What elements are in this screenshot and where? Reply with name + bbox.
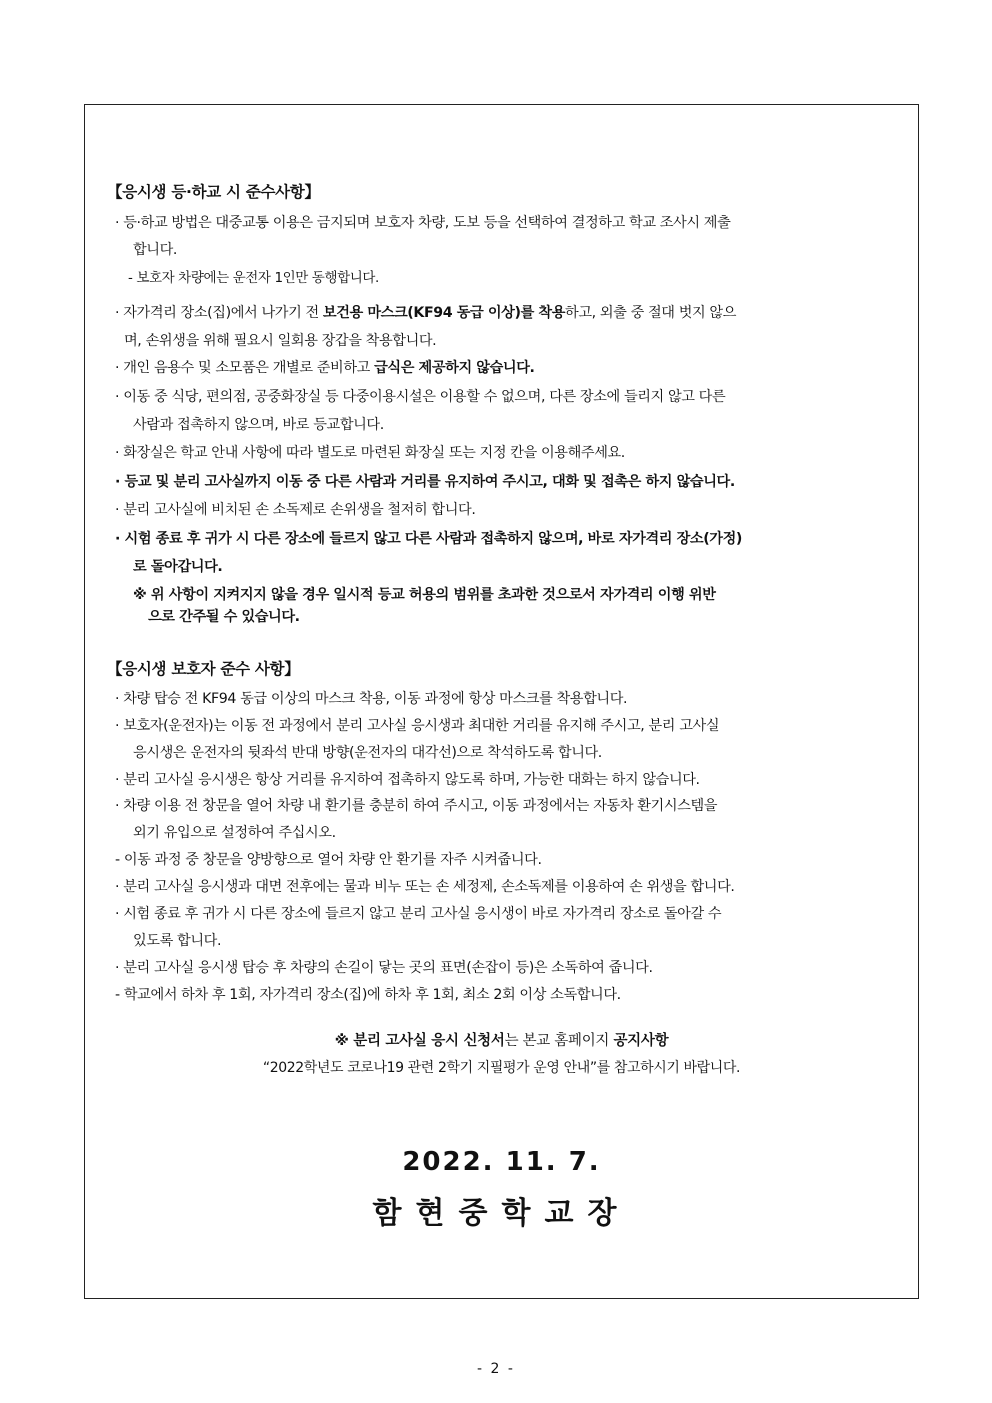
student-rule-line: · 이동 중 식당, 편의점, 공중화장실 등 다중이용시설은 이용할 수 없으며, 다른 장소에 들리지 않고 다른 xyxy=(115,389,726,405)
student-rule-line: · 등·하교 방법은 대중교통 이용은 금지되며 보호자 차량, 도보 등을 선택하여 결정하고 학교 조사시 제출 xyxy=(115,215,731,231)
guardian-rule-line: - 이동 과정 중 창문을 양방향으로 열어 차량 안 환기를 자주 시켜줍니다. xyxy=(115,852,542,868)
bold-text-segment: ※ 분리 고사실 응시 신청서 xyxy=(334,1033,505,1049)
student-rule-line: · 등교 및 분리 고사실까지 이동 중 다른 사람과 거리를 유지하여 주시고, 대화 및 접촉은 하지 않습니다. xyxy=(115,474,735,490)
bold-text-segment: 보건용 마스크(KF94 동급 이상)를 착용 xyxy=(322,305,566,321)
guardian-rule-line: 외기 유입으로 설정하여 주십시오. xyxy=(133,825,336,841)
student-rule-line: - 보호자 차량에는 운전자 1인만 동행합니다. xyxy=(128,270,379,286)
guardian-rule-line: · 시험 종료 후 귀가 시 다른 장소에 들르지 않고 분리 고사실 응시생이 바로 자가격리 장소로 돌아갈 수 xyxy=(115,906,722,922)
principal-signature: 함현중학교장 xyxy=(372,1196,631,1231)
guardian-rule-line: · 분리 고사실 응시생은 항상 거리를 유지하여 접촉하지 않도록 하며, 가능한 대화는 하지 않습니다. xyxy=(115,772,700,788)
student-rule-line: 사람과 접촉하지 않으며, 바로 등교합니다. xyxy=(133,417,384,433)
section-title-student: 【응시생 등·하교 시 준수사항】 xyxy=(107,183,320,201)
student-rule-line: 합니다. xyxy=(133,242,178,258)
guardian-rule-line: · 분리 고사실 응시생과 대면 전후에는 물과 비누 또는 손 세정제, 손소독제를 이용하여 손 위생을 합니다. xyxy=(115,879,735,895)
notice-line: “2022학년도 코로나19 관련 2학기 지필평가 운영 안내”를 참고하시기 바랍니다. xyxy=(262,1060,741,1076)
section-title-guardian: 【응시생 보호자 준수 사항】 xyxy=(107,660,300,678)
student-rule-line: · 시험 종료 후 귀가 시 다른 장소에 들르지 않고 다른 사람과 접촉하지 않으며, 바로 자가격리 장소(가정) xyxy=(115,531,742,547)
student-rule-line: · 화장실은 학교 안내 사항에 따라 별도로 마련된 화장실 또는 지정 칸을 이용해주세요. xyxy=(115,445,625,461)
guardian-rule-line: 있도록 합니다. xyxy=(133,933,222,949)
text-segment: 하고, 외출 중 절대 벗지 않으 xyxy=(565,305,737,321)
student-rule-line xyxy=(115,357,535,377)
student-rule-line: · 분리 고사실에 비치된 손 소독제로 손위생을 철저히 합니다. xyxy=(115,502,476,518)
guardian-rule-line: - 학교에서 하차 후 1회, 자가격리 장소(집)에 하차 후 1회, 최소 2회 이상 소독합니다. xyxy=(115,987,621,1003)
text-segment: 는 본교 홈페이지 xyxy=(504,1033,614,1049)
guardian-rule-line: 응시생은 운전자의 뒷좌석 반대 방향(운전자의 대각선)으로 착석하도록 합니다. xyxy=(133,745,602,761)
bold-text-segment: 공지사항 xyxy=(613,1033,669,1049)
notice-line xyxy=(84,1029,919,1050)
student-rule-line xyxy=(115,302,736,322)
guardian-rule-line: · 차량 이용 전 창문을 열어 차량 내 환기를 충분히 하여 주시고, 이동 과정에서는 자동차 환기시스템을 xyxy=(115,798,718,814)
warning-note-line: ※ 위 사항이 지켜지지 않을 경우 일시적 등교 허용의 범위를 초과한 것으로서 자가격리 이행 위반 xyxy=(133,587,716,603)
student-rule-line: 며, 손위생을 위해 필요시 일회용 장갑을 착용합니다. xyxy=(124,333,437,349)
warning-note-line: 으로 간주될 수 있습니다. xyxy=(148,609,300,625)
document-date: 2022. 11. 7. xyxy=(402,1147,601,1177)
text-segment: · 자가격리 장소(집)에서 나가기 전 xyxy=(115,305,323,321)
bold-text-segment: 급식은 제공하지 않습니다. xyxy=(374,360,535,376)
student-rule-line: 로 돌아갑니다. xyxy=(133,559,223,575)
guardian-rule-line: · 보호자(운전자)는 이동 전 과정에서 분리 고사실 응시생과 최대한 거리를 유지해 주시고, 분리 고사실 xyxy=(115,718,720,734)
text-segment: · 개인 음용수 및 소모품은 개별로 준비하고 xyxy=(115,360,375,376)
guardian-rule-line: · 차량 탑승 전 KF94 동급 이상의 마스크 착용, 이동 과정에 항상 마스크를 착용합니다. xyxy=(115,691,628,707)
guardian-rule-line: · 분리 고사실 응시생 탑승 후 차량의 손길이 닿는 곳의 표면(손잡이 등)은 소독하여 줍니다. xyxy=(115,960,653,976)
page-number: - 2 - xyxy=(477,1361,515,1377)
